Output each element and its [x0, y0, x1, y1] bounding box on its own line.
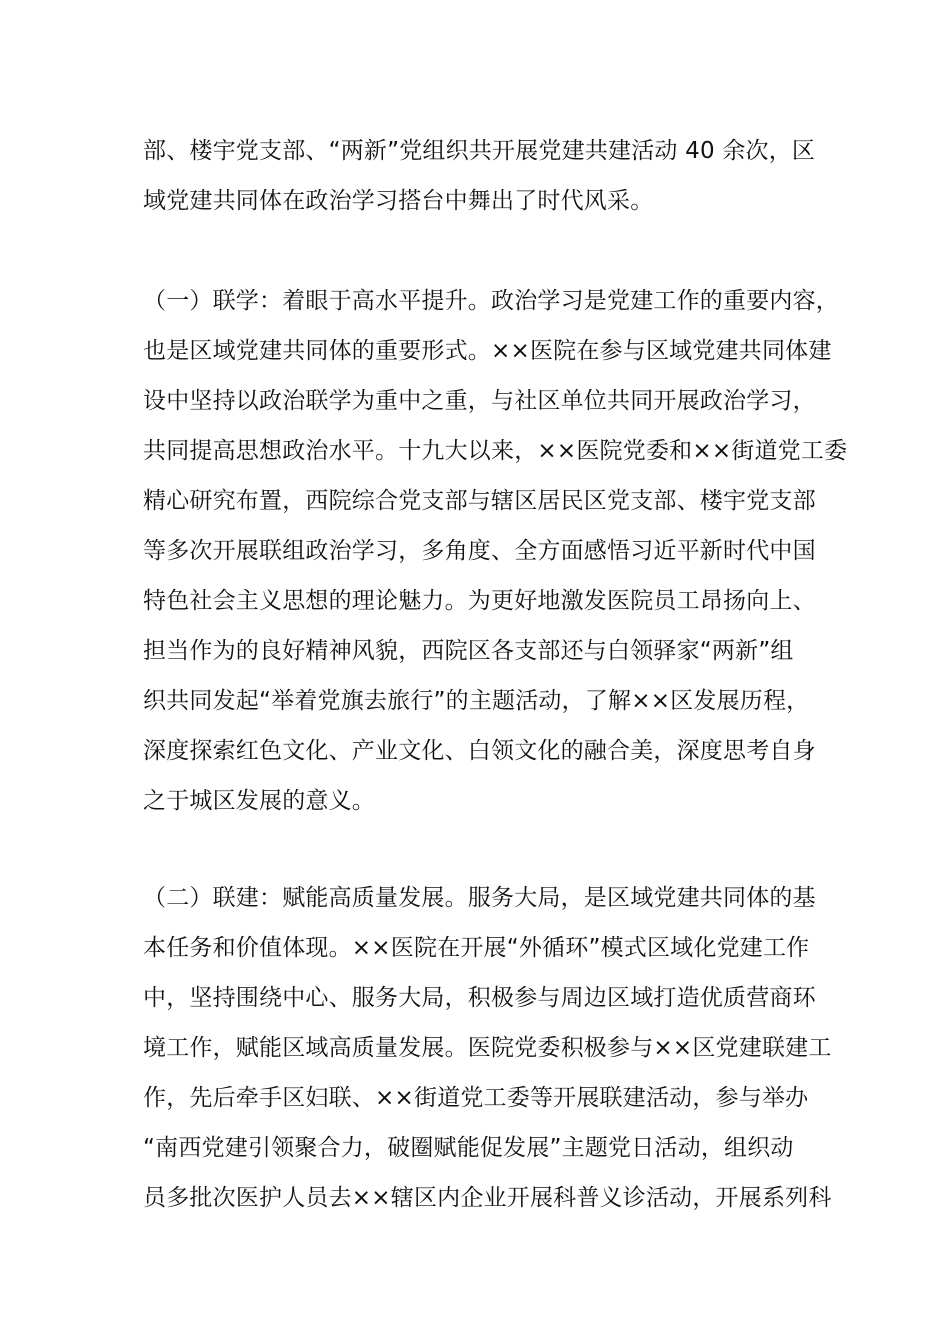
paragraph-2-line-11: 之于城区发展的意义。 — [143, 788, 375, 814]
paragraph-2-line-6: 等多次开展联组政治学习，多角度、全方面感悟习近平新时代中国 — [143, 538, 816, 564]
paragraph-2-line-5: 精心研究布置，西院综合党支部与辖区居民区党支部、楼宇党支部 — [143, 488, 816, 514]
paragraph-1-line-2: 域党建共同体在政治学习搭台中舞出了时代风采。 — [143, 188, 654, 214]
paragraph-1-line-1: 部、楼宇党支部、“两新”党组织共开展党建共建活动 40 余次，区 — [143, 138, 816, 164]
paragraph-3-line-6: “南西党建引领聚合力，破圈赋能促发展”主题党日活动，组织动 — [143, 1135, 794, 1161]
paragraph-2-line-2: 也是区域党建共同体的重要形式。××医院在参与区域党建共同体建 — [143, 338, 832, 364]
paragraph-2-line-4: 共同提高思想政治水平。十九大以来，××医院党委和××街道党工委 — [143, 438, 848, 464]
paragraph-2-line-3: 设中坚持以政治联学为重中之重，与社区单位共同开展政治学习， — [143, 388, 816, 414]
paragraph-3-line-3: 中，坚持围绕中心、服务大局，积极参与周边区域打造优质营商环 — [143, 985, 816, 1011]
paragraph-2-line-9: 织共同发起“举着党旗去旅行”的主题活动，了解××区发展历程， — [143, 688, 810, 714]
paragraph-2-line-1: （一）联学：着眼于高水平提升。政治学习是党建工作的重要内容， — [143, 288, 839, 314]
paragraph-3-line-1: （二）联建：赋能高质量发展。服务大局，是区域党建共同体的基 — [143, 885, 816, 911]
paragraph-2-line-7: 特色社会主义思想的理论魅力。为更好地激发医院员工昂扬向上、 — [143, 588, 816, 614]
paragraph-3-line-5: 作，先后牵手区妇联、××街道党工委等开展联建活动，参与举办 — [143, 1085, 809, 1111]
paragraph-3-line-2: 本任务和价值体现。××医院在开展“外循环”模式区域化党建工作 — [143, 935, 810, 961]
paragraph-3-line-7: 员多批次医护人员去××辖区内企业开展科普义诊活动，开展系列科 — [143, 1185, 832, 1211]
paragraph-2-line-10: 深度探索红色文化、产业文化、白领文化的融合美，深度思考自身 — [143, 738, 816, 764]
paragraph-3-line-4: 境工作，赋能区域高质量发展。医院党委积极参与××区党建联建工 — [143, 1035, 832, 1061]
paragraph-2-line-8: 担当作为的良好精神风貌，西院区各支部还与白领驿家“两新”组 — [143, 638, 794, 664]
